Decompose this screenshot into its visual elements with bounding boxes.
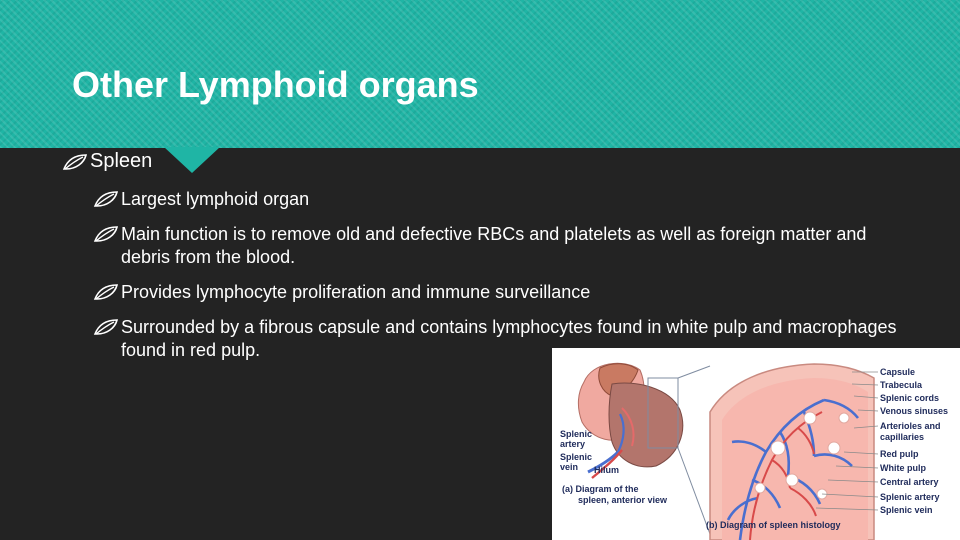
- bullet-text: Surrounded by a fibrous capsule and contains lymphocytes found in white pulp and macrophages found in red pulp.: [121, 317, 897, 360]
- label-central-artery: Central artery: [880, 477, 939, 487]
- leaf-bullet-icon: [62, 153, 88, 171]
- label-splenic-artery-1: Splenic: [560, 429, 593, 439]
- bullet-main-function: [121, 223, 901, 269]
- banner-notch: [164, 147, 220, 173]
- spleen-illustration: [552, 348, 960, 540]
- label-capillaries: capillaries: [880, 432, 925, 442]
- label-splenic-vein: Splenic vein: [880, 505, 933, 515]
- bullet-text: Main function is to remove old and defective RBCs and platelets as well as foreign matter and debris from the blood.: [121, 224, 867, 267]
- caption-a-line1: (a) Diagram of the: [562, 484, 639, 494]
- bullet-spleen: [90, 150, 152, 173]
- leaf-bullet-icon: [93, 283, 119, 301]
- caption-b: (b) Diagram of spleen histology: [706, 520, 841, 530]
- bullet-text: Largest lymphoid organ: [121, 189, 310, 209]
- leaf-bullet-icon: [93, 225, 119, 243]
- bullet-text: Spleen: [90, 150, 153, 172]
- label-splenic-vein-1: Splenic: [560, 452, 593, 462]
- leaf-bullet-icon: [93, 318, 119, 336]
- label-splenic-artery-2: artery: [560, 439, 586, 449]
- label-hilum: Hilum: [594, 465, 620, 475]
- caption-a-line2: spleen, anterior view: [578, 495, 668, 505]
- label-splenic-cords: Splenic cords: [880, 393, 940, 403]
- label-arterioles: Arterioles and: [880, 421, 941, 431]
- slide-title: Other Lymphoid organs: [72, 64, 479, 105]
- label-splenic-vein-2: vein: [560, 462, 579, 472]
- bullet-largest-organ: [121, 188, 901, 211]
- label-venous-sinuses: Venous sinuses: [880, 406, 949, 416]
- label-white-pulp: White pulp: [880, 463, 926, 473]
- label-trabecula: Trabecula: [880, 380, 923, 390]
- spleen-histology-drawing: [710, 364, 878, 540]
- label-red-pulp: Red pulp: [880, 449, 919, 459]
- spleen-diagram: [552, 348, 960, 540]
- leaf-bullet-icon: [93, 190, 119, 208]
- label-splenic-artery: Splenic artery: [880, 492, 940, 502]
- label-capsule: Capsule: [880, 367, 916, 377]
- spleen-anterior-drawing: [578, 363, 710, 534]
- bullet-text: Provides lymphocyte proliferation and immune surveillance: [121, 282, 591, 302]
- bullet-proliferation: [121, 281, 901, 304]
